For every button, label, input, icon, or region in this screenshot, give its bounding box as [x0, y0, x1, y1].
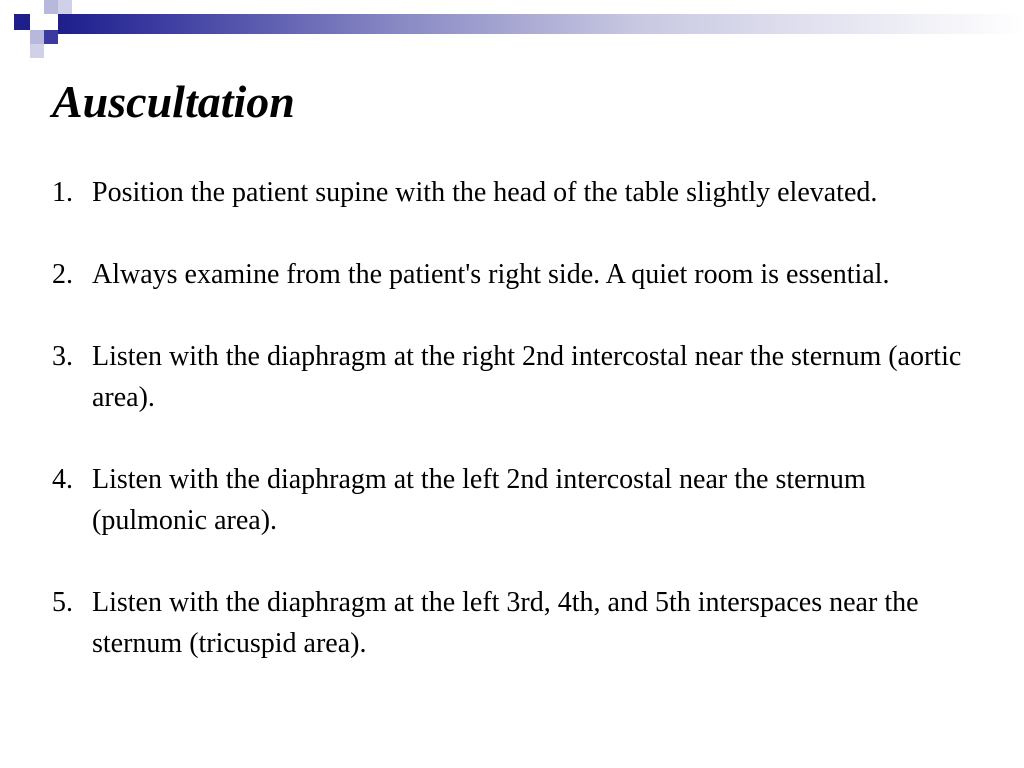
- step-number: 5.: [52, 587, 73, 618]
- steps-list: [52, 172, 972, 664]
- step-text: Listen with the diaphragm at the left 2nd intercostal near the sternum (pulmonic area).: [92, 464, 866, 536]
- header-gradient-bar: [58, 14, 1024, 34]
- step-number: 4.: [52, 464, 73, 495]
- list-item: [52, 254, 972, 295]
- list-item: [52, 582, 972, 664]
- list-item: [52, 459, 972, 541]
- step-number: 2.: [52, 259, 73, 290]
- step-text: Listen with the diaphragm at the right 2nd intercostal near the sternum (aortic area).: [92, 341, 962, 413]
- step-text: Listen with the diaphragm at the left 3rd, 4th, and 5th interspaces near the sternum (tricuspid area).: [92, 587, 919, 659]
- step-number: 1.: [52, 177, 73, 208]
- step-text: Position the patient supine with the head of the table slightly elevated.: [92, 177, 878, 208]
- list-item: [52, 172, 972, 213]
- list-item: [52, 336, 972, 418]
- step-text: Always examine from the patient's right side. A quiet room is essential.: [92, 259, 890, 290]
- slide-title: Auscultation: [52, 76, 295, 127]
- step-number: 3.: [52, 341, 73, 372]
